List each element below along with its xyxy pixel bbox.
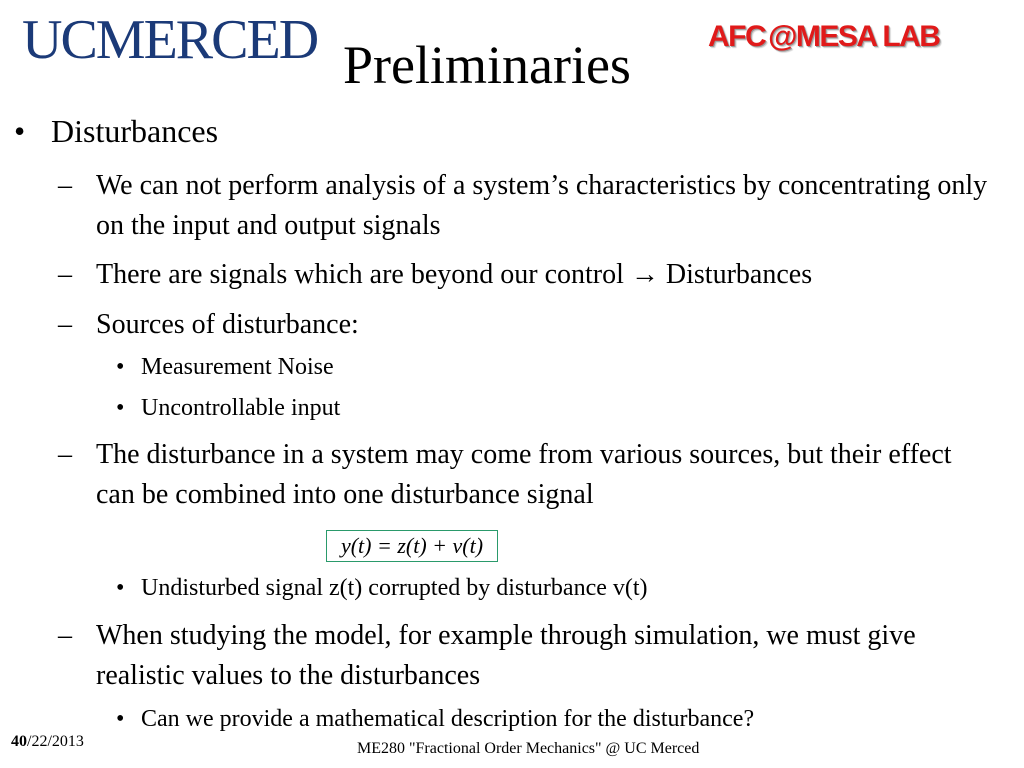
- bullet-mark: •: [14, 113, 26, 149]
- subbullet-text: Sources of disturbance:: [96, 309, 359, 340]
- bullet-math-description: [116, 706, 754, 733]
- bullet-text: Disturbances: [51, 113, 219, 149]
- bullet-uncontrollable-input: [116, 395, 340, 422]
- subbullet-text: When studying the model, for example through simulation, we must give realistic values to the disturbances: [96, 620, 916, 691]
- bullet-mark: •: [116, 575, 125, 601]
- subbullet-analysis: [58, 166, 993, 246]
- dash-mark: –: [58, 620, 72, 651]
- footer-date: [11, 733, 84, 751]
- page-number: 40: [11, 733, 27, 750]
- footer-course: ME280 "Fractional Order Mechanics" @ UC Merced: [357, 740, 700, 757]
- dash-mark: –: [58, 259, 72, 290]
- bullet-text: Measurement Noise: [141, 354, 334, 380]
- subbullet-sources: [58, 305, 993, 345]
- equation-box: y(t) = z(t) + v(t): [326, 530, 498, 562]
- dash-mark: –: [58, 170, 72, 201]
- bullet-undisturbed-signal: [116, 575, 648, 602]
- date-text: /22/2013: [27, 733, 84, 750]
- bullet-mark: •: [116, 706, 125, 732]
- subbullet-combined-disturbance: [58, 435, 993, 515]
- afc-mesalab-logo: AFC @MESA LAB: [708, 20, 940, 53]
- bullet-measurement-noise: [116, 354, 334, 381]
- subbullet-beyond-control: [58, 255, 993, 295]
- subbullet-simulation: [58, 616, 993, 696]
- ucmerced-logo: UCMERCED: [22, 9, 318, 71]
- subbullet-text: The disturbance in a system may come from various sources, but their effect can be combined into one disturbance signal: [96, 439, 952, 510]
- subbullet-text: We can not perform analysis of a system’s characteristics by concentrating only on the input and output signals: [96, 170, 988, 241]
- bullet-mark: •: [116, 395, 125, 421]
- slide-title: Preliminaries: [343, 35, 631, 95]
- bullet-mark: •: [116, 354, 125, 380]
- bullet-text: Uncontrollable input: [141, 395, 341, 421]
- dash-mark: –: [58, 439, 72, 470]
- subbullet-text: There are signals which are beyond our control → Disturbances: [96, 259, 813, 290]
- bullet-text: Can we provide a mathematical description for the disturbance?: [141, 706, 755, 732]
- bullet-disturbances: [14, 113, 218, 150]
- dash-mark: –: [58, 309, 72, 340]
- bullet-text: Undisturbed signal z(t) corrupted by disturbance v(t): [141, 575, 648, 601]
